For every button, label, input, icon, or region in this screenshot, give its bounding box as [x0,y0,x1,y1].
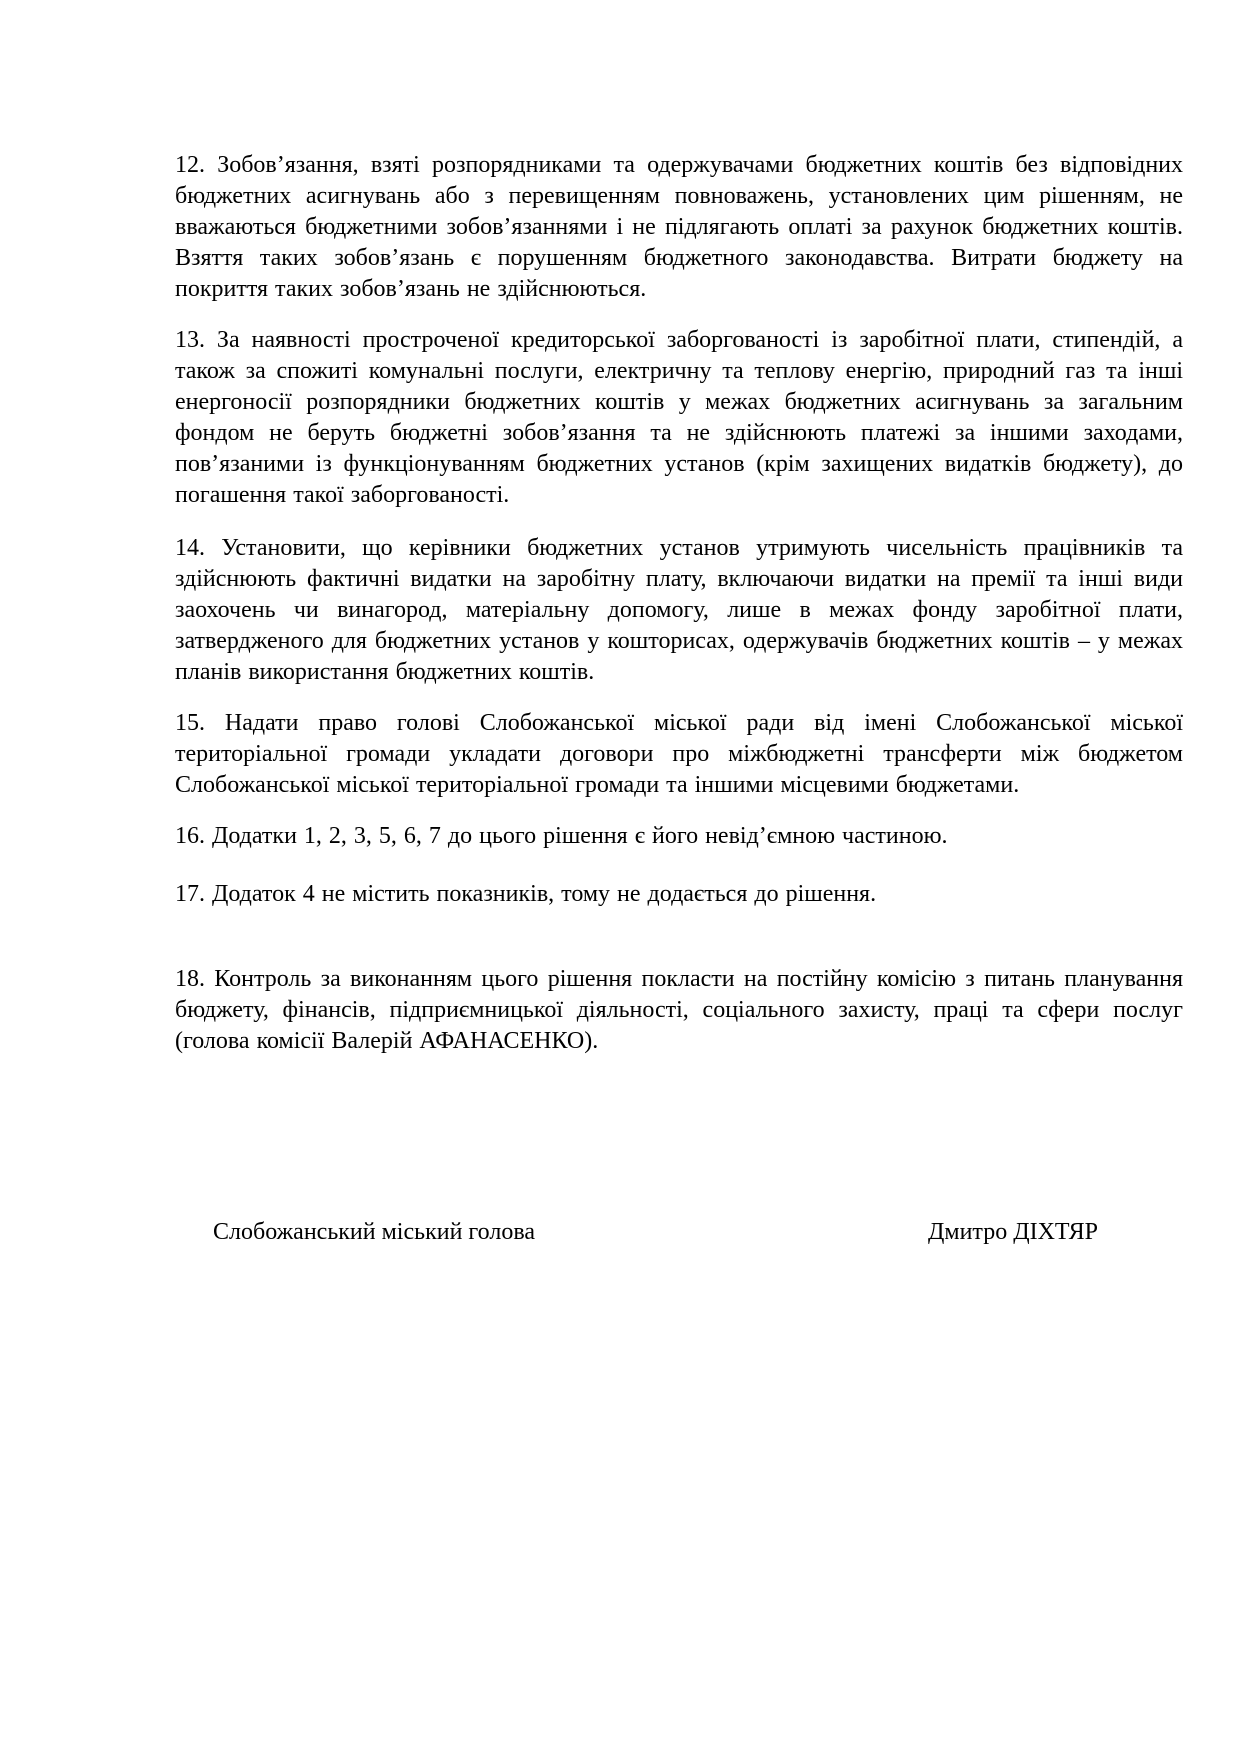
document-body [175,150,1183,1248]
paragraph-17: 17. Додаток 4 не містить показників, тому не додається до рішення. [175,881,877,907]
signature-role: Слобожанський міський голова [213,1219,535,1245]
paragraph-14: 14. Установити, що керівники бюджетних установ утримують чисельність працівників та здійснюють фактичні видатки на заробітну плату, включаючи видатки на премії та інші види заохочень чи винагород, матеріальну допомогу, лише в межах фонду заробітної плати, затвердженого для бюджетних установ у кошторисах, одержувачів бюджетних коштів – у межах планів використання бюджетних коштів. [175,535,1183,685]
paragraph-13: 13. За наявності простроченої кредиторської заборгованості із заробітної плати, стипендій, а також за спожиті комунальні послуги, електричну та теплову енергію, природний газ та інші енергоносії розпорядники бюджетних коштів у межах бюджетних асигнувань за загальним фондом не беруть бюджетні зобов’язання та не здійснюють платежі за іншими заходами, пов’язаними із функціонуванням бюджетних установ (крім захищених видатків бюджету), до погашення такої заборгованості. [175,327,1183,508]
paragraph-16: 16. Додатки 1, 2, 3, 5, 6, 7 до цього рішення є його невід’ємною частиною. [175,823,948,849]
signature-name: Дмитро ДІХТЯР [928,1219,1098,1245]
paragraph-18: 18. Контроль за виконанням цього рішення покласти на постійну комісію з питань планування бюджету, фінансів, підприємницької діяльності, соціального захисту, праці та сфери послуг (голова комісії Валерій АФАНАСЕНКО). [175,966,1183,1054]
signature-block [175,1217,1183,1248]
paragraph-12: 12. Зобов’язання, взяті розпорядниками та одержувачами бюджетних коштів без відповідних бюджетних асигнувань або з перевищенням повноважень, установлених цим рішенням, не вважаються бюджетними зобов’язаннями і не підлягають оплаті за рахунок бюджетних коштів. Взяття таких зобов’язань є порушенням бюджетного законодавства. Витрати бюджету на покриття таких зобов’язань не здійснюються. [175,152,1183,302]
paragraph-15: 15. Надати право голові Слобожанської міської ради від імені Слобожанської міської територіальної громади укладати договори про міжбюджетні трансферти між бюджетом Слобожанської міської територіальної громади та іншими місцевими бюджетами. [175,710,1183,798]
